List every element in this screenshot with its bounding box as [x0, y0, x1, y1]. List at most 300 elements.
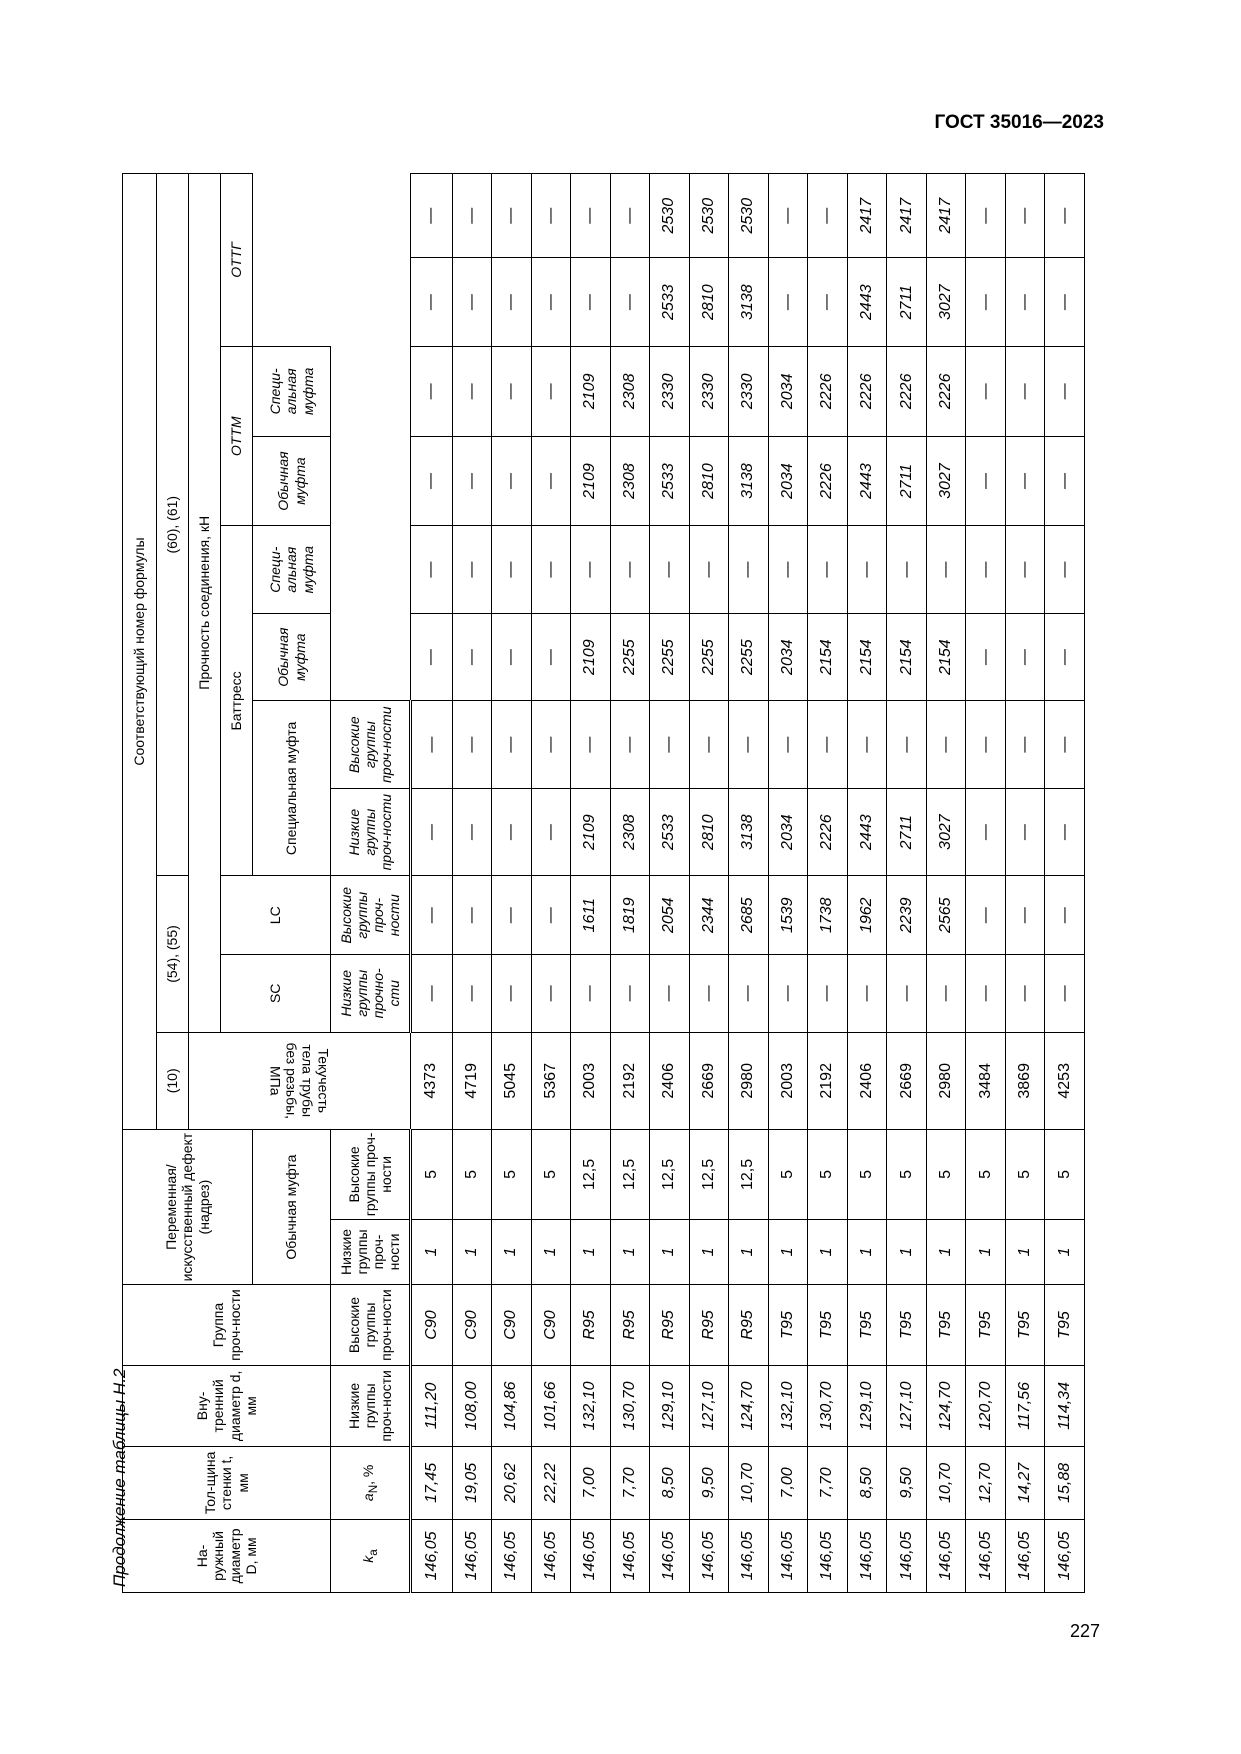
table-cell: —	[610, 526, 650, 614]
header-inner-diameter: Вну-тренний диаметр d, мм	[123, 1365, 331, 1446]
table-cell: —	[531, 788, 571, 876]
table-cell: —	[1005, 174, 1045, 258]
table-cell: T95	[887, 1285, 927, 1366]
table-row	[452, 174, 492, 1593]
table-cell: 1	[729, 1219, 769, 1284]
header-an	[331, 1446, 411, 1519]
table-cell: 1738	[808, 876, 848, 955]
table-cell: 2330	[729, 346, 769, 436]
table-cell: —	[808, 526, 848, 614]
table-cell: 146,05	[768, 1519, 808, 1592]
table-cell: R95	[689, 1285, 729, 1366]
table-cell: —	[1005, 258, 1045, 347]
table-cell: 9,50	[887, 1446, 927, 1519]
table-cell: 2003	[768, 1032, 808, 1129]
header-ottm-regular: Обычная муфта	[253, 613, 331, 701]
table-cell: 146,05	[492, 1519, 532, 1592]
table-cell: 12,5	[650, 1130, 690, 1220]
table-cell: T95	[847, 1285, 887, 1366]
table-cell: 2109	[571, 613, 611, 701]
header-ka	[331, 1519, 411, 1592]
table-cell: 1	[452, 1219, 492, 1284]
table-cell: T95	[966, 1285, 1006, 1366]
table-cell: 2810	[689, 436, 729, 526]
header-low-groups-special: Низкие группы проч-ности	[331, 1219, 411, 1284]
header-ka-letter: k	[359, 1555, 376, 1563]
table-cell: 5	[411, 1130, 453, 1220]
table-cell: —	[1005, 436, 1045, 526]
header-regular-coupling: Обычная муфта	[253, 1130, 331, 1285]
table-cell: —	[411, 258, 453, 347]
table-cell: 5367	[531, 1032, 571, 1129]
header-low-groups-regular: Низкие группы проч-ности	[331, 1365, 411, 1446]
table-cell: 129,10	[847, 1365, 887, 1446]
table-cell: —	[411, 613, 453, 701]
header-joint-strength: Прочность соединения, кН	[189, 174, 221, 1033]
table-cell: —	[610, 258, 650, 347]
table-row	[966, 174, 1006, 1593]
table-cell: —	[610, 174, 650, 258]
table-cell: —	[689, 955, 729, 1033]
table-cell: —	[1045, 436, 1085, 526]
table-cell: —	[452, 876, 492, 955]
table-row	[531, 174, 571, 1593]
table-cell: 120,70	[966, 1365, 1006, 1446]
table-cell: —	[966, 788, 1006, 876]
table-cell: 2255	[729, 613, 769, 701]
table-cell: —	[492, 876, 532, 955]
table-cell: 2226	[887, 346, 927, 436]
table-cell: 1	[966, 1219, 1006, 1284]
header-ka-sub: a	[366, 1549, 380, 1556]
table-cell: 2308	[610, 346, 650, 436]
table-cell: —	[411, 174, 453, 258]
table-cell: —	[452, 174, 492, 258]
table-row	[808, 174, 848, 1593]
table-cell: 12,5	[610, 1130, 650, 1220]
table-cell: —	[492, 526, 532, 614]
table-cell: —	[411, 788, 453, 876]
table-cell: —	[492, 346, 532, 436]
table-cell: 1	[689, 1219, 729, 1284]
table-cell: —	[531, 613, 571, 701]
header-sc: SC	[221, 955, 331, 1033]
table-cell: 1	[650, 1219, 690, 1284]
table-cell: —	[768, 174, 808, 258]
table-cell: —	[1045, 613, 1085, 701]
table-cell: 2530	[650, 174, 690, 258]
table-cell: —	[847, 526, 887, 614]
table-cell: 3027	[926, 436, 966, 526]
table-cell: —	[452, 526, 492, 614]
table-cell: 10,70	[729, 1446, 769, 1519]
table-cell: 2226	[847, 346, 887, 436]
table-cell: 19,05	[452, 1446, 492, 1519]
table-cell: 146,05	[887, 1519, 927, 1592]
table-cell: C90	[492, 1285, 532, 1366]
table-cell: 2669	[887, 1032, 927, 1129]
table-cell: 146,05	[571, 1519, 611, 1592]
table-cell: 12,70	[966, 1446, 1006, 1519]
table-cell: 2154	[847, 613, 887, 701]
table-cell: —	[571, 955, 611, 1033]
table-cell: —	[411, 526, 453, 614]
table-cell: 2533	[650, 258, 690, 347]
document-code: ГОСТ 35016—2023	[934, 112, 1104, 133]
table-cell: 2980	[926, 1032, 966, 1129]
header-ottg: ОТТГ	[221, 174, 253, 347]
table-cell: 1	[847, 1219, 887, 1284]
table-cell: R95	[729, 1285, 769, 1366]
table-cell: 2255	[650, 613, 690, 701]
table-cell: —	[847, 955, 887, 1033]
table-cell: 2669	[689, 1032, 729, 1129]
header-ottg-special: Специ-альная муфта	[253, 346, 331, 436]
table-cell: —	[966, 613, 1006, 701]
header-special-coupling: Специальная муфта	[253, 701, 331, 876]
table-cell: —	[571, 701, 611, 789]
table-cell: 1	[808, 1219, 848, 1284]
table-row	[768, 174, 808, 1593]
table-cell: 1611	[571, 876, 611, 955]
table-cell: —	[571, 258, 611, 347]
table-cell: 5	[452, 1130, 492, 1220]
table-cell: —	[689, 526, 729, 614]
table-cell: 2226	[926, 346, 966, 436]
header-formula-60-61: (60), (61)	[157, 174, 189, 876]
table-cell: 2154	[887, 613, 927, 701]
table-cell: 2530	[729, 174, 769, 258]
table-cell: R95	[571, 1285, 611, 1366]
table-cell: —	[1005, 613, 1045, 701]
table-cell: 2443	[847, 436, 887, 526]
table-cell: T95	[926, 1285, 966, 1366]
table-cell: —	[1045, 346, 1085, 436]
table-cell: 2530	[689, 174, 729, 258]
table-cell: —	[452, 955, 492, 1033]
header-yield-text: Текучесть тела трубы без резьбы, МПа	[267, 1042, 332, 1120]
header-formula-group: Соответствующий номер формулы	[123, 174, 157, 1130]
table-cell: —	[1045, 174, 1085, 258]
table-cell: —	[411, 876, 453, 955]
header-buttress: Баттресс	[221, 526, 253, 876]
table-cell: —	[452, 613, 492, 701]
table-cell: —	[966, 346, 1006, 436]
table-cell: —	[1005, 955, 1045, 1033]
table-cell: 127,10	[689, 1365, 729, 1446]
table-cell: R95	[610, 1285, 650, 1366]
table-cell: 2109	[571, 788, 611, 876]
table-cell: 146,05	[1045, 1519, 1085, 1592]
table-cell: 2533	[650, 436, 690, 526]
table-cell: —	[531, 346, 571, 436]
table-cell: —	[808, 701, 848, 789]
table-cell: —	[650, 526, 690, 614]
table-cell: 146,05	[689, 1519, 729, 1592]
table-row	[1005, 174, 1045, 1593]
table-cell: —	[887, 955, 927, 1033]
table-cell: —	[768, 701, 808, 789]
table-cell: —	[1005, 526, 1045, 614]
table-cell: 2255	[689, 613, 729, 701]
table-cell: —	[926, 526, 966, 614]
table-cell: —	[966, 258, 1006, 347]
table-cell: 3138	[729, 436, 769, 526]
table-cell: —	[966, 876, 1006, 955]
table-cell: —	[531, 174, 571, 258]
table-cell: 2239	[887, 876, 927, 955]
table-cell: 3027	[926, 258, 966, 347]
table-cell: —	[531, 436, 571, 526]
table-row	[689, 174, 729, 1593]
table-cell: —	[492, 788, 532, 876]
table-body	[411, 174, 1085, 1593]
table-cell: 2308	[610, 788, 650, 876]
table-cell: 1	[411, 1219, 453, 1284]
table-cell: 2308	[610, 436, 650, 526]
table-cell: 3138	[729, 788, 769, 876]
table-cell: —	[452, 258, 492, 347]
table-cell: —	[729, 701, 769, 789]
table-cell: 12,5	[571, 1130, 611, 1220]
table-cell: —	[650, 955, 690, 1033]
table-cell: 146,05	[650, 1519, 690, 1592]
header-high-groups-special: Высокие группы проч-ности	[331, 1130, 411, 1220]
table-cell: 2330	[650, 346, 690, 436]
table-cell: 2417	[887, 174, 927, 258]
table-cell: —	[1045, 788, 1085, 876]
table-cell: 101,66	[531, 1365, 571, 1446]
table-cell: —	[729, 526, 769, 614]
table-cell: 2034	[768, 613, 808, 701]
table-row	[571, 174, 611, 1593]
table-cell: —	[966, 174, 1006, 258]
table-cell: —	[492, 174, 532, 258]
table-cell: —	[689, 701, 729, 789]
table-cell: 3138	[729, 258, 769, 347]
table-cell: 2443	[847, 788, 887, 876]
rotated-table-container	[122, 173, 1085, 1593]
header-strength-group: Группа проч-ности	[123, 1285, 331, 1366]
table-cell: 2034	[768, 788, 808, 876]
table-cell: 124,70	[926, 1365, 966, 1446]
table-cell: —	[650, 701, 690, 789]
table-cell: —	[610, 701, 650, 789]
table-cell: —	[768, 258, 808, 347]
table-cell: —	[1045, 258, 1085, 347]
table-cell: —	[966, 955, 1006, 1033]
table-cell: 1	[571, 1219, 611, 1284]
table-cell: 2003	[571, 1032, 611, 1129]
table-cell: —	[1005, 876, 1045, 955]
table-caption: Продолжение таблицы Н.2	[110, 1368, 129, 1587]
table-cell: 5	[1045, 1130, 1085, 1220]
table-cell: C90	[531, 1285, 571, 1366]
table-cell: 146,05	[966, 1519, 1006, 1592]
table-cell: —	[411, 955, 453, 1033]
table-cell: 2330	[689, 346, 729, 436]
table-cell: 5	[768, 1130, 808, 1220]
header-low-groups-ottm: Низкие группы прочно-сти	[331, 955, 411, 1033]
table-cell: 1	[492, 1219, 532, 1284]
table-cell: —	[1005, 788, 1045, 876]
table-cell: 2109	[571, 346, 611, 436]
table-cell: —	[452, 436, 492, 526]
table-cell: 132,10	[768, 1365, 808, 1446]
table-cell: 1	[1045, 1219, 1085, 1284]
table-cell: 132,10	[571, 1365, 611, 1446]
table-cell: 2711	[887, 788, 927, 876]
table-cell: 1	[610, 1219, 650, 1284]
table-row	[492, 174, 532, 1593]
table-cell: —	[966, 701, 1006, 789]
table-cell: 104,86	[492, 1365, 532, 1446]
table-header	[123, 174, 411, 1593]
header-an-letter: a	[359, 1493, 376, 1502]
table-cell: 2685	[729, 876, 769, 955]
table-cell: —	[492, 613, 532, 701]
page-number: 227	[1070, 1621, 1101, 1641]
table-row	[926, 174, 966, 1593]
table-cell: 1962	[847, 876, 887, 955]
table-cell: 5	[926, 1130, 966, 1220]
header-ottg-regular: Обычная муфта	[253, 436, 331, 526]
table-cell: 3484	[966, 1032, 1006, 1129]
table-cell: —	[768, 955, 808, 1033]
table-cell: —	[926, 701, 966, 789]
table-cell: 2192	[808, 1032, 848, 1129]
table-cell: 5	[887, 1130, 927, 1220]
table-cell: 2417	[926, 174, 966, 258]
table-cell: —	[610, 955, 650, 1033]
table-cell: 127,10	[887, 1365, 927, 1446]
table-cell: 2980	[729, 1032, 769, 1129]
table-cell: 2054	[650, 876, 690, 955]
header-lc: LC	[221, 876, 331, 955]
table-cell: —	[492, 701, 532, 789]
table-cell: 5	[966, 1130, 1006, 1220]
table-cell: 8,50	[650, 1446, 690, 1519]
table-cell: 124,70	[729, 1365, 769, 1446]
table-cell: —	[887, 701, 927, 789]
table-cell: —	[926, 955, 966, 1033]
table-cell: 22,22	[531, 1446, 571, 1519]
table-cell: —	[808, 174, 848, 258]
table-cell: —	[1045, 701, 1085, 789]
table-cell: 5	[531, 1130, 571, 1220]
header-formula-10: (10)	[157, 1032, 189, 1129]
table-cell: 2034	[768, 346, 808, 436]
table-row	[887, 174, 927, 1593]
table-cell: 2192	[610, 1032, 650, 1129]
header-formula-54-55: (54), (55)	[157, 876, 189, 1032]
table-cell: 12,5	[729, 1130, 769, 1220]
table-cell: —	[1005, 346, 1045, 436]
table-cell: 2810	[689, 788, 729, 876]
table-cell: C90	[411, 1285, 453, 1366]
table-cell: 108,00	[452, 1365, 492, 1446]
table-cell: 4253	[1045, 1032, 1085, 1129]
table-cell: 1	[926, 1219, 966, 1284]
table-cell: 146,05	[1005, 1519, 1045, 1592]
table-cell: 130,70	[808, 1365, 848, 1446]
table-cell: 5	[808, 1130, 848, 1220]
table-cell: T95	[1005, 1285, 1045, 1366]
table-cell: 5045	[492, 1032, 532, 1129]
table-cell: 1	[768, 1219, 808, 1284]
header-high-groups-regular: Высокие группы проч-ности	[331, 1285, 411, 1366]
table-row	[650, 174, 690, 1593]
header-high-groups-ottg: Высокие группы проч-ности	[331, 701, 411, 789]
table-cell: 1	[1005, 1219, 1045, 1284]
table-cell: —	[531, 876, 571, 955]
table-cell: —	[966, 526, 1006, 614]
table-cell: —	[531, 526, 571, 614]
table-cell: —	[1045, 876, 1085, 955]
table-cell: 14,27	[1005, 1446, 1045, 1519]
table-cell: 2406	[650, 1032, 690, 1129]
table-row	[610, 174, 650, 1593]
table-cell: —	[571, 174, 611, 258]
table-cell: 2344	[689, 876, 729, 955]
table-cell: 2711	[887, 258, 927, 347]
table-cell: 1539	[768, 876, 808, 955]
table-cell: —	[729, 955, 769, 1033]
table-cell: —	[571, 526, 611, 614]
table-cell: T95	[768, 1285, 808, 1366]
table-cell: —	[411, 436, 453, 526]
header-ottm-special: Специ-альная муфта	[253, 526, 331, 614]
table-cell: 2154	[808, 613, 848, 701]
table-cell: —	[531, 701, 571, 789]
table-cell: 146,05	[610, 1519, 650, 1592]
header-an-sub: N	[366, 1484, 380, 1494]
table-cell: 7,00	[768, 1446, 808, 1519]
table-cell: 2255	[610, 613, 650, 701]
table-cell: T95	[808, 1285, 848, 1366]
table-cell: 146,05	[847, 1519, 887, 1592]
table-cell: 2417	[847, 174, 887, 258]
table-cell: 2226	[808, 788, 848, 876]
table-cell: 5	[847, 1130, 887, 1220]
table-cell: 10,70	[926, 1446, 966, 1519]
table-cell: 3869	[1005, 1032, 1045, 1129]
table-row	[411, 174, 453, 1593]
table-cell: —	[808, 258, 848, 347]
table-cell: 12,5	[689, 1130, 729, 1220]
table-cell: —	[808, 955, 848, 1033]
header-defect: Переменная/ искусственный дефект (надрез)	[123, 1130, 253, 1285]
table-cell: —	[492, 436, 532, 526]
table-cell: —	[966, 436, 1006, 526]
table-cell: —	[531, 955, 571, 1033]
table-row	[1045, 174, 1085, 1593]
table-cell: 114,34	[1045, 1365, 1085, 1446]
table-cell: 146,05	[926, 1519, 966, 1592]
header-outer-diameter: На-ружный диаметр D, мм	[123, 1519, 331, 1592]
table-cell: 117,56	[1005, 1365, 1045, 1446]
table-cell: 8,50	[847, 1446, 887, 1519]
table-cell: 146,05	[452, 1519, 492, 1592]
table-cell: —	[531, 258, 571, 347]
table-cell: 7,70	[610, 1446, 650, 1519]
table-cell: 2226	[808, 346, 848, 436]
table-cell: —	[452, 701, 492, 789]
table-cell: 5	[492, 1130, 532, 1220]
table-cell: 2443	[847, 258, 887, 347]
table-cell: —	[1045, 955, 1085, 1033]
table-cell: 2406	[847, 1032, 887, 1129]
